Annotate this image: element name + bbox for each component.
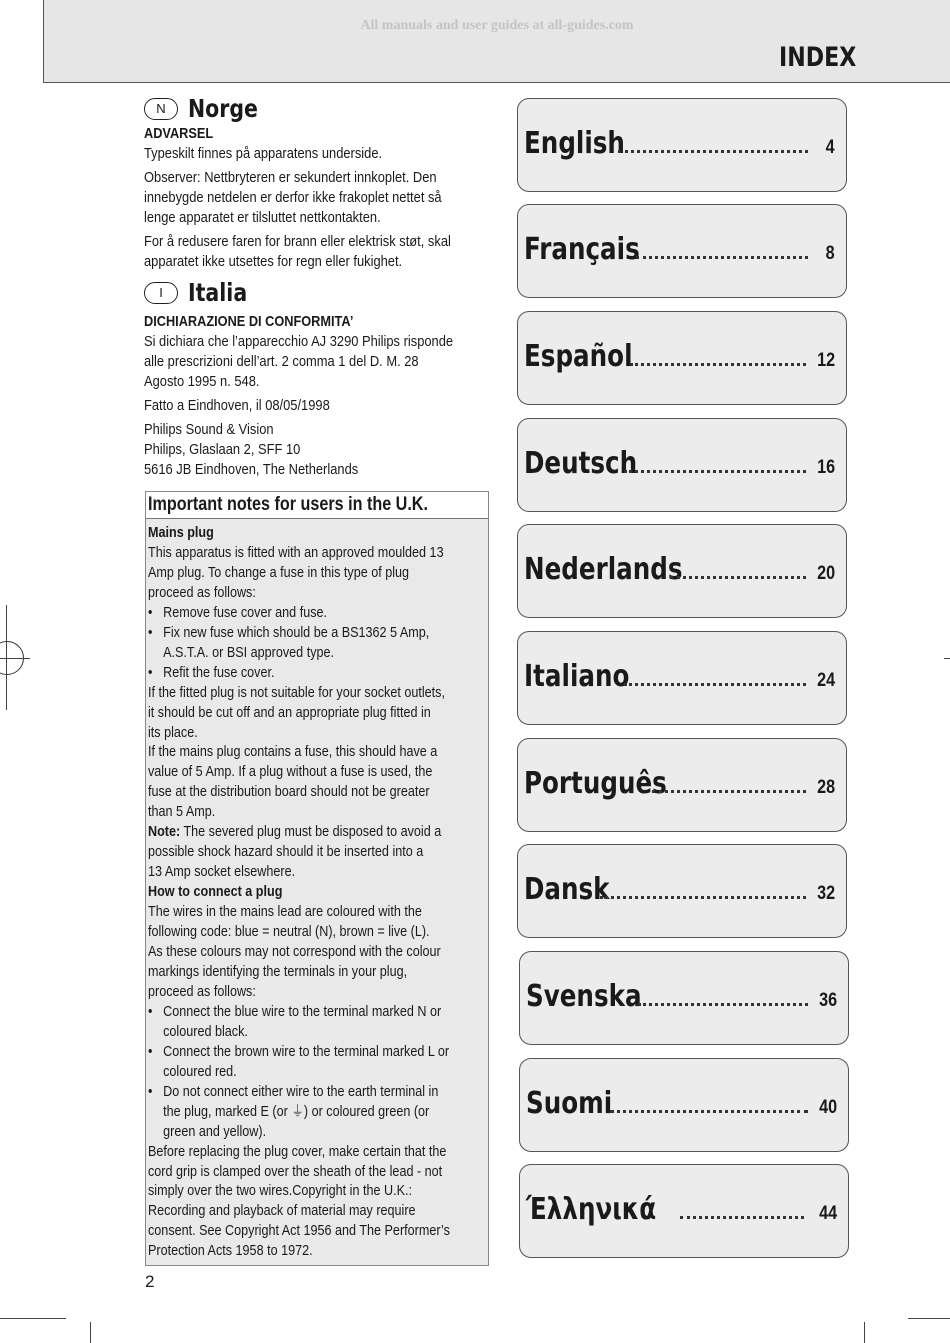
header-band [43, 0, 950, 83]
list-item-continuation: A.S.T.A. or BSI approved type. [163, 643, 335, 661]
norge-subhead: ADVARSEL [144, 125, 214, 142]
index-entry-deutsch[interactable] [517, 418, 847, 512]
index-page: 4 [826, 137, 835, 158]
norge-para-3: For å redusere faren for brann eller elektrisk støt, skal apparatet ikke utsettes for regn eller fukighet. [144, 233, 451, 270]
index-lang: Deutsch [524, 446, 638, 481]
list-item: • Fix new fuse which should be a BS1362 5 Amp, [148, 623, 430, 641]
index-lang: English [524, 126, 625, 161]
italia-para-1: Si dichiara che l’apparecchio AJ 3290 Philips risponde alle prescrizioni dell’art. 2 comma 1 del D. M. 28 Agosto 1995 n. 548. [144, 333, 454, 390]
index-lang: Français [524, 232, 640, 267]
italia-title: Italia [188, 278, 248, 307]
leader-dots [636, 256, 808, 259]
page-number: 2 [145, 1272, 155, 1291]
index-page: 8 [826, 243, 835, 264]
index-entry-francais[interactable] [517, 204, 847, 298]
leader-dots [680, 1216, 804, 1219]
italia-subhead: DICHIARAZIONE DI CONFORMITA’ [144, 313, 354, 330]
index-lang: Nederlands [524, 552, 683, 587]
list-item: • Remove fuse cover and fuse. [148, 603, 328, 621]
uk-notes-title: Important notes for users in the U.K. [146, 492, 488, 519]
norge-para-2: Observer: Nettbryteren er sekundert innkoplet. Den innebygde netdelen er derfor ikke frakoplet nettet så lenge apparatet er tilsluttet nettkontakten. [144, 169, 442, 226]
index-page: 24 [817, 670, 835, 691]
crop-mark [0, 1318, 66, 1319]
index-page: 20 [817, 563, 835, 584]
crop-mark [0, 658, 30, 659]
index-page: 36 [819, 990, 837, 1011]
leader-dots [610, 1110, 808, 1113]
index-lang: Português [524, 766, 667, 801]
crop-mark [90, 1322, 91, 1343]
index-entry-nederlands[interactable] [517, 524, 847, 618]
norge-heading [144, 94, 489, 124]
index-entry-espanol[interactable] [517, 311, 847, 405]
uk-notes-box [145, 491, 489, 1266]
index-lang: Svenska [526, 979, 642, 1014]
norge-title: Norge [188, 94, 258, 123]
list-item: • Do not connect either wire to the earth terminal in [148, 1082, 439, 1100]
index-lang: Suomi [526, 1086, 613, 1121]
index-page: 32 [817, 883, 835, 904]
index-entry-suomi[interactable] [519, 1058, 849, 1152]
watermark: All manuals and user guides at all-guides.com [360, 18, 634, 33]
page-title: INDEX [778, 42, 856, 73]
italia-para-2: Fatto a Eindhoven, il 08/05/1998 [144, 397, 330, 414]
leader-dots [630, 363, 806, 366]
list-item: • Connect the brown wire to the terminal marked L or [148, 1042, 450, 1060]
index-entry-english[interactable] [517, 98, 847, 192]
index-entry-italiano[interactable] [517, 631, 847, 725]
crop-mark [6, 605, 7, 710]
index-page: 40 [819, 1097, 837, 1118]
leader-dots [618, 150, 808, 153]
index-lang: Έλληνικά [526, 1192, 657, 1227]
leader-dots [652, 790, 806, 793]
connect-plug-heading: How to connect a plug [148, 883, 283, 901]
crop-mark [864, 1322, 865, 1343]
leader-dots [624, 683, 806, 686]
leader-dots [638, 1003, 808, 1006]
list-item: • Refit the fuse cover. [148, 663, 275, 681]
uk-notes-body: Mains plug This apparatus is fitted with an approved moulded 13 Amp plug. To change a fuse in this type of plug proceed as follows: • Remove fuse cover and fuse. • Fix new fuse which should be a BS1362 5 Amp, A.S.T.A. or BSI approved type. • Refit the fuse cover. If the fitted plug is not suitable for your socket outlets, it should be cut off and an appropriate plug fitted in its place. If the mains plug contains a fuse, this should have a value of 5 Amp. If a plug without a fuse is used, the fuse at the distribution board should not be greater than 5 Amp. Note: The severed plug must be disposed to avoid a possible shock hazard should it be inserted into a 13 Amp socket elsewhere. How to connect a plug The wires in the mains lead are coloured with the following code: blue = neutral (N), brown = live (L). As these colours may not correspond with the colour markings identifying the terminals in your plug, proceed as follows: • Connect the blue wire to the terminal marked N or coloured black. • Connect the brown wire to the terminal marked L or coloured red. • Do not connect either wire to the earth terminal in the plug, marked E (or ⏚) or coloured green (or green and yellow). Before replacing the plug cover, make certain that the cord grip is clamped over the sheath of the lead - not simply over the two wires.Copyright in the U.K.: Recording and playback of material may require consent. See Copyright Act 1956 and The Performer’s Protection Acts 1958 to 1972. [148, 524, 450, 1260]
norge-para-1: Typeskilt finnes på apparatens underside. [144, 145, 383, 162]
index-lang: Español [524, 339, 633, 374]
index-entry-portugues[interactable] [517, 738, 847, 832]
italia-flag: I [144, 282, 178, 304]
index-page: 16 [817, 457, 835, 478]
mains-plug-heading: Mains plug [148, 524, 214, 541]
index-lang: Italiano [524, 659, 630, 694]
crop-mark [944, 658, 950, 659]
italia-para-3: Philips Sound & Vision Philips, Glaslaan 2, SFF 10 5616 JB Eindhoven, The Netherlands [144, 421, 359, 478]
index-entry-svenska[interactable] [519, 951, 849, 1045]
left-column [144, 94, 489, 484]
leader-dots [670, 576, 806, 579]
index-lang: Dansk [524, 872, 610, 907]
index-entry-dansk[interactable] [517, 844, 847, 938]
index-page: 44 [819, 1203, 837, 1224]
crop-mark [908, 1318, 950, 1319]
list-item: • Connect the blue wire to the terminal marked N or [148, 1002, 442, 1020]
leader-dots [624, 470, 806, 473]
norge-flag: N [144, 98, 178, 120]
index-page: 12 [817, 350, 835, 371]
note-line: Note: The severed plug must be disposed to avoid a [148, 823, 442, 841]
leader-dots [600, 896, 806, 899]
index-entry-ellinika[interactable] [519, 1164, 849, 1258]
italia-heading [144, 278, 489, 308]
index-page: 28 [817, 777, 835, 798]
